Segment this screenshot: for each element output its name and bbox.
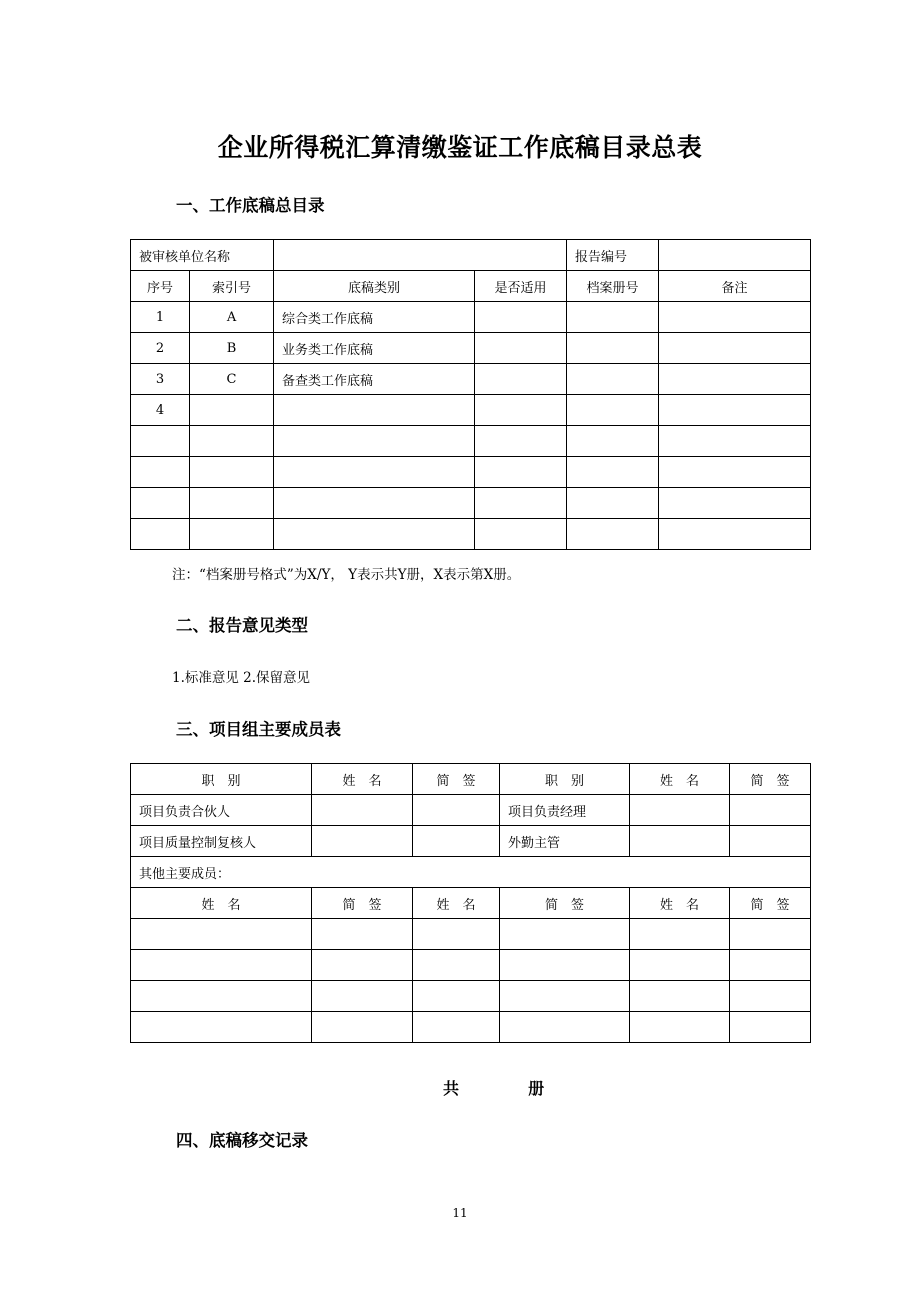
seq-cell[interactable]: [131, 488, 190, 519]
remark-cell[interactable]: [659, 488, 811, 519]
col-header-category: 底稿类别: [274, 271, 475, 302]
category-cell: 备查类工作底稿: [274, 364, 475, 395]
seq-cell: 2: [131, 333, 190, 364]
signature-cell[interactable]: [730, 919, 811, 950]
table-row: [131, 950, 811, 981]
name-cell[interactable]: [630, 981, 730, 1012]
team-members-table: [130, 763, 811, 1043]
signature-cell[interactable]: [312, 919, 413, 950]
page-title: 企业所得税汇算清缴鉴证工作底稿目录总表: [217, 133, 703, 162]
name-header: 姓 名: [630, 764, 730, 795]
name-header: 姓 名: [413, 888, 500, 919]
remark-cell[interactable]: [659, 364, 811, 395]
col-header-remark: 备注: [659, 271, 811, 302]
name-cell[interactable]: [630, 826, 730, 857]
volume-cell[interactable]: [567, 519, 659, 550]
name-cell[interactable]: [630, 950, 730, 981]
volume-cell[interactable]: [567, 302, 659, 333]
name-cell[interactable]: [131, 1012, 312, 1043]
remark-cell[interactable]: [659, 457, 811, 488]
remark-cell[interactable]: [659, 395, 811, 426]
name-cell[interactable]: [312, 795, 413, 826]
table-row: [131, 919, 811, 950]
other-members-header-row: [131, 888, 811, 919]
signature-cell[interactable]: [500, 981, 630, 1012]
signature-cell[interactable]: [730, 826, 811, 857]
section4-heading: 四、底稿移交记录: [176, 1131, 308, 1150]
volume-cell[interactable]: [567, 333, 659, 364]
applicable-cell[interactable]: [475, 302, 567, 333]
seq-cell[interactable]: [131, 426, 190, 457]
signature-cell[interactable]: [312, 950, 413, 981]
signature-cell[interactable]: [312, 1012, 413, 1043]
category-cell[interactable]: [274, 457, 475, 488]
remark-cell[interactable]: [659, 333, 811, 364]
name-cell[interactable]: [630, 795, 730, 826]
other-members-label-row: [131, 857, 811, 888]
seq-cell[interactable]: [131, 457, 190, 488]
name-header: 姓 名: [131, 888, 312, 919]
section3-heading: 三、项目组主要成员表: [176, 720, 341, 739]
volume-unit-label: 册: [528, 1079, 545, 1098]
name-cell[interactable]: [413, 950, 500, 981]
index-cell[interactable]: [190, 457, 274, 488]
applicable-cell[interactable]: [475, 333, 567, 364]
table-row: [131, 826, 811, 857]
seq-cell: 4: [131, 395, 190, 426]
signature-cell[interactable]: [730, 981, 811, 1012]
category-cell[interactable]: [274, 519, 475, 550]
name-cell[interactable]: [413, 981, 500, 1012]
workpaper-index-table: [130, 239, 811, 550]
name-cell[interactable]: [630, 1012, 730, 1043]
table-row: [131, 333, 811, 364]
role-header: 职 别: [500, 764, 630, 795]
index-cell[interactable]: [190, 426, 274, 457]
volume-cell[interactable]: [567, 426, 659, 457]
applicable-cell[interactable]: [475, 395, 567, 426]
signature-cell[interactable]: [500, 950, 630, 981]
col-header-seq: 序号: [131, 271, 190, 302]
applicable-cell[interactable]: [475, 488, 567, 519]
unit-value-cell[interactable]: [274, 240, 567, 271]
opinion-type-options: 1.标准意见 2.保留意见: [172, 670, 311, 686]
team-header-row: [131, 764, 811, 795]
volume-cell[interactable]: [567, 457, 659, 488]
volume-total: [443, 1076, 544, 1099]
index-cell[interactable]: [190, 519, 274, 550]
table-row: [131, 488, 811, 519]
signature-cell[interactable]: [312, 981, 413, 1012]
section2-heading: 二、报告意见类型: [176, 616, 308, 635]
report-no-label: 报告编号: [567, 240, 659, 271]
signature-header: 简 签: [413, 764, 500, 795]
other-members-label: 其他主要成员：: [131, 857, 811, 888]
name-header: 姓 名: [312, 764, 413, 795]
volume-total-label: 共: [443, 1079, 460, 1098]
role-label: 项目负责合伙人: [131, 795, 312, 826]
category-cell: 综合类工作底稿: [274, 302, 475, 333]
remark-cell[interactable]: [659, 426, 811, 457]
index-cell[interactable]: [190, 395, 274, 426]
category-cell[interactable]: [274, 488, 475, 519]
name-cell[interactable]: [312, 826, 413, 857]
applicable-cell[interactable]: [475, 426, 567, 457]
index-header-row: [131, 271, 811, 302]
col-header-volume: 档案册号: [567, 271, 659, 302]
name-cell[interactable]: [131, 950, 312, 981]
signature-cell[interactable]: [730, 795, 811, 826]
seq-cell: 1: [131, 302, 190, 333]
col-header-applicable: 是否适用: [475, 271, 567, 302]
applicable-cell[interactable]: [475, 364, 567, 395]
role-label: 外勤主管: [500, 826, 630, 857]
remark-cell[interactable]: [659, 519, 811, 550]
category-cell: 业务类工作底稿: [274, 333, 475, 364]
index-cell: B: [190, 333, 274, 364]
signature-cell[interactable]: [500, 919, 630, 950]
name-cell[interactable]: [630, 919, 730, 950]
table-row: [131, 426, 811, 457]
volume-cell[interactable]: [567, 395, 659, 426]
signature-header: 简 签: [312, 888, 413, 919]
seq-cell[interactable]: [131, 519, 190, 550]
table-row: [131, 519, 811, 550]
table-row: [131, 457, 811, 488]
signature-cell[interactable]: [730, 950, 811, 981]
category-cell[interactable]: [274, 395, 475, 426]
signature-cell[interactable]: [500, 1012, 630, 1043]
volume-format-note: 注：“档案册号格式”为X/Y， Y表示共Y册，X表示第X册。: [172, 567, 521, 583]
table-row: [131, 302, 811, 333]
unit-label: 被审核单位名称: [131, 240, 274, 271]
signature-header: 简 签: [730, 764, 811, 795]
table-row: [131, 981, 811, 1012]
name-cell[interactable]: [131, 981, 312, 1012]
report-no-value-cell[interactable]: [659, 240, 811, 271]
volume-cell[interactable]: [567, 364, 659, 395]
remark-cell[interactable]: [659, 302, 811, 333]
name-cell[interactable]: [413, 1012, 500, 1043]
index-cell: C: [190, 364, 274, 395]
signature-cell[interactable]: [413, 795, 500, 826]
table-row: [131, 1012, 811, 1043]
signature-cell[interactable]: [730, 1012, 811, 1043]
name-cell[interactable]: [131, 919, 312, 950]
signature-header: 简 签: [730, 888, 811, 919]
index-cell: A: [190, 302, 274, 333]
seq-cell: 3: [131, 364, 190, 395]
role-label: 项目负责经理: [500, 795, 630, 826]
col-header-index: 索引号: [190, 271, 274, 302]
table-row: [131, 395, 811, 426]
role-header: 职 别: [131, 764, 312, 795]
applicable-cell[interactable]: [475, 519, 567, 550]
page-number: 11: [452, 1206, 468, 1220]
section1-heading: 一、工作底稿总目录: [176, 196, 325, 215]
role-label: 项目质量控制复核人: [131, 826, 312, 857]
index-cell[interactable]: [190, 488, 274, 519]
table-row: [131, 795, 811, 826]
signature-cell[interactable]: [413, 826, 500, 857]
unit-row: [131, 240, 811, 271]
name-cell[interactable]: [413, 919, 500, 950]
signature-header: 简 签: [500, 888, 630, 919]
name-header: 姓 名: [630, 888, 730, 919]
volume-cell[interactable]: [567, 488, 659, 519]
table-row: [131, 364, 811, 395]
applicable-cell[interactable]: [475, 457, 567, 488]
category-cell[interactable]: [274, 426, 475, 457]
